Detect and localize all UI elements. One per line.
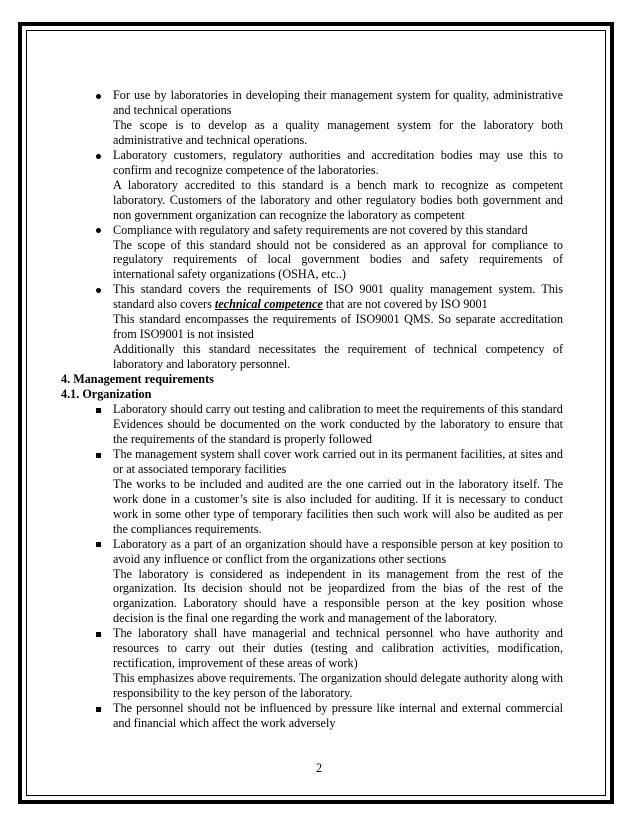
list-item: The laboratory shall have managerial and technical personnel who have authority and resources to carry out their duties (testing and calibration activities, modification, rectification, improvement of these areas of work) This emphasizes above requirements. The organization should delegate authority along with responsibility to the key person of the laboratory. [61,626,563,701]
iso-coverage-text: This standard covers the requirements of ISO 9001 quality management system. This standard also covers technical competence that are not covered by ISO 9001 [113,282,563,312]
bullet-square-icon [91,447,105,462]
list-item: Compliance with regulatory and safety requirements are not covered by this standard The scope of this standard should not be considered as an approval for compliance to regulatory requirements of local government bodies and safety requirements of international safety organizations (OSHA, etc..) [61,223,563,283]
page-content [61,88,563,731]
section-heading: 4. Management requirements [61,372,214,387]
list-item: Laboratory should carry out testing and calibration to meet the requirements of this standard Evidences should be documented on the work conducted by the laboratory to ensure that the requirements of the standard is properly followed [61,402,563,447]
subsection-heading: 4.1. Organization [61,387,152,402]
bullet-square-icon [91,402,105,417]
bullet-square-icon [91,701,105,716]
page-number: 2 [315,761,323,775]
list-item: The personnel should not be influenced by pressure like internal and external commercial and financial which affect the work adversely [61,701,563,731]
bullet-dot-icon [91,223,105,238]
list-item: For use by laboratories in developing their management system for quality, administrative and technical operations The scope is to develop as a quality management system for the laboratory both administrative and technical operations. [61,88,563,148]
intro-bullet-list [61,88,563,372]
bullet-square-icon [91,537,105,552]
bullet-square-icon [91,626,105,641]
bullet-dot-icon [91,88,105,103]
bullet-dot-icon [91,148,105,163]
list-item: This standard covers the requirements of ISO 9001 quality management system. This standard also covers technical competence that are not covered by ISO 9001 This standard encompasses the requirements of ISO9001 QMS. So separate accreditation from ISO9001 is not insisted Additionally this standard necessitates the requirement of technical competency of laboratory and laboratory personnel. [61,282,563,372]
list-item: The management system shall cover work carried out in its permanent facilities, at sites and or at associated temporary facilities The works to be included and audited are the one carried out in the laboratory itself. The work done in a customer’s site is also included for auditing. If it is necessary to conduct work in some other type of temporary facilities then such work will also be audited as per the compliances requirements. [61,447,563,537]
technical-competence-emphasis: technical competence [214,297,323,312]
organization-bullet-list [61,402,563,731]
bullet-dot-icon [91,282,105,297]
list-item: Laboratory as a part of an organization should have a responsible person at key position to avoid any influence or conflict from the organizations other sections The laboratory is considered as independent in its management from the rest of the organization. Its decision should not be jeopardized from the bias of the rest of the organization. Laboratory should have a responsible person at the key position whose decision is the final one regarding the work and management of the laboratory. [61,537,563,627]
list-item: Laboratory customers, regulatory authorities and accreditation bodies may use this to confirm and recognize competence of the laboratories. A laboratory accredited to this standard is a bench mark to recognize as competent laboratory. Customers of the laboratory and other regulatory bodies both government and non government organization can recognize the laboratory as competent [61,148,563,223]
